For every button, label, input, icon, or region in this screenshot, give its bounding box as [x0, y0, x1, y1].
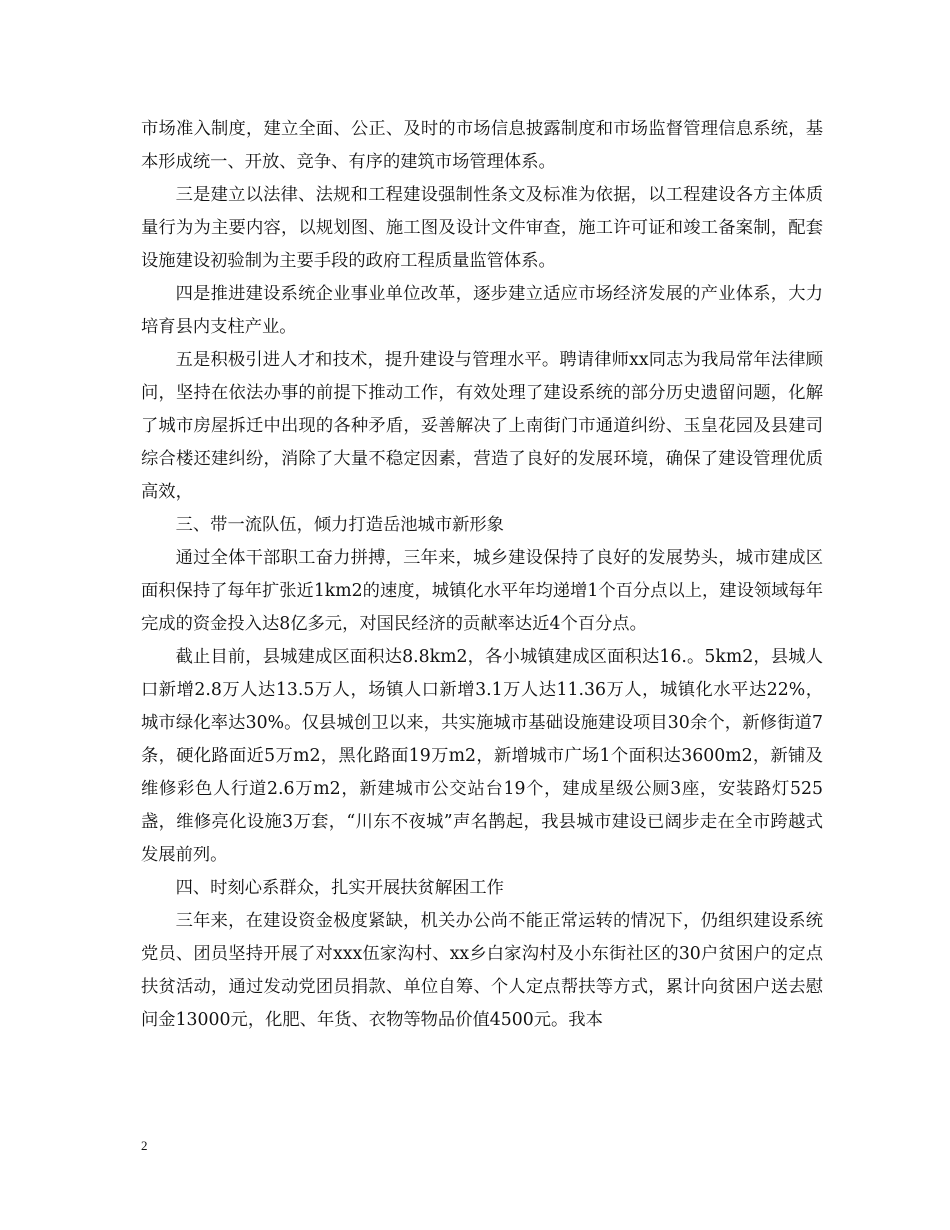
paragraph-4: 五是积极引进人才和技术，提升建设与管理水平。聘请律师xx同志为我局常年法律顾问，坚持在依法办事的前提下推动工作，有效处理了建设系统的部分历史遗留问题，化解了城市房屋拆迁中出现的各种矛盾，妥善解决了上南街门市通道纠纷、玉皇花园及县建司综合楼还建纠纷，消除了大量不稳定因素，营造了良好的发展环境，确保了建设管理优质高效，	[141, 350, 823, 502]
paragraph-2: 三是建立以法律、法规和工程建设强制性条文及标准为依据，以工程建设各方主体质量行为为主要内容，以规划图、施工图及设计文件审查，施工许可证和竣工备案制，配套设施建设初验制为主要手段的政府工程质量监管体系。	[141, 185, 823, 271]
paragraph-7: 三年来，在建设资金极度紧缺，机关办公尚不能正常运转的情况下，仍组织建设系统党员、团员坚持开展了对xxx伍家沟村、xx乡白家沟村及小东街社区的30户贫困户的定点扶贫活动，通过发动党团员捐款、单位自筹、个人定点帮扶等方式，累计向贫困户送去慰问金13000元，化肥、年货、衣物等物品价值4500元。我本	[141, 911, 823, 1030]
paragraph-5: 通过全体干部职工奋力拼搏，三年来，城乡建设保持了良好的发展势头，城市建成区面积保持了每年扩张近1km2的速度，城镇化水平年均递增1个百分点以上，建设领域每年完成的资金投入达8亿多元，对国民经济的贡献率达近4个百分点。	[141, 548, 823, 634]
paragraph-6: 截止目前，县城建成区面积达8.8km2，各小城镇建成区面积达16.。5km2，县城人口新增2.8万人达13.5万人，场镇人口新增3.1万人达11.36万人，城镇化水平达22%，城市绿化率达30%。仅县城创卫以来，共实施城市基础设施建设项目30余个，新修街道7条，硬化路面近5万m2，黑化路面19万m2，新增城市广场1个面积达3600m2，新铺及维修彩色人行道2.6万m2，新建城市公交站台19个，建成星级公厕3座，安装路灯525盏，维修亮化设施3万套，“川东不夜城”声名鹊起，我县城市建设已阔步走在全市跨越式发展前列。	[141, 647, 823, 865]
page-number: 2	[141, 1138, 148, 1153]
document-body	[141, 113, 823, 1037]
paragraph-3: 四是推进建设系统企业事业单位改革，逐步建立适应市场经济发展的产业体系，大力培育县内支柱产业。	[141, 284, 823, 337]
section-heading-3: 三、带一流队伍，倾力打造岳池城市新形象	[175, 515, 504, 535]
paragraph-1: 市场准入制度，建立全面、公正、及时的市场信息披露制度和市场监督管理信息系统，基本形成统一、开放、竞争、有序的建筑市场管理体系。	[141, 119, 823, 172]
section-heading-4: 四、时刻心系群众，扎实开展扶贫解困工作	[175, 878, 504, 898]
